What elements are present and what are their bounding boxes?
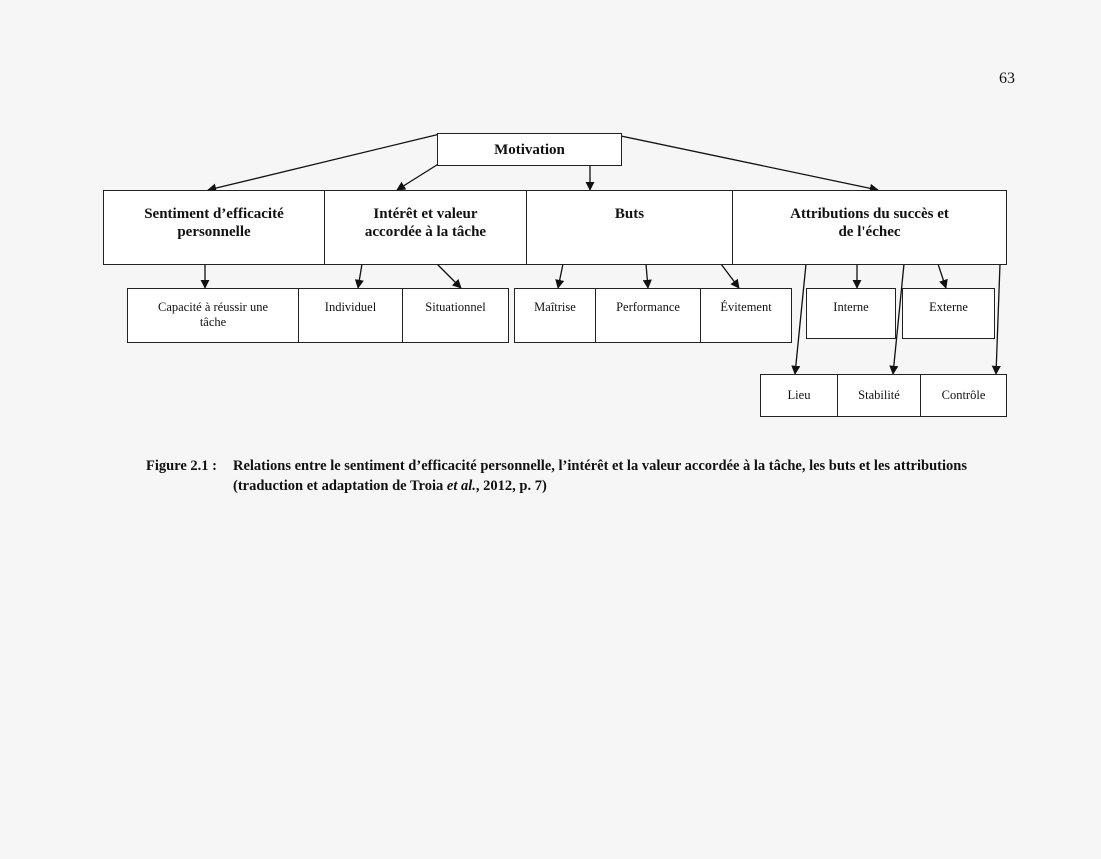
node-buts bbox=[526, 190, 733, 265]
node-interne bbox=[806, 288, 896, 339]
node-individuel bbox=[298, 288, 403, 343]
node-capacite-reussir bbox=[127, 288, 299, 343]
node-maitrise-label: Maîtrise bbox=[534, 300, 576, 314]
caption-text-italic: et al. bbox=[446, 477, 476, 494]
arrow-motivation-attributions bbox=[621, 136, 878, 190]
arrow-buts-evitement bbox=[721, 264, 739, 288]
arrow-attributions-controle bbox=[996, 264, 1000, 374]
node-capacite-line2: tâche bbox=[199, 315, 227, 329]
node-attributions-line1: Attributions du succès et bbox=[790, 206, 949, 222]
node-externe-label: Externe bbox=[929, 300, 968, 314]
node-performance-label: Performance bbox=[616, 300, 680, 314]
node-interet-valeur-line1: Intérêt et valeur bbox=[373, 206, 478, 222]
node-situationnel bbox=[402, 288, 509, 343]
node-stabilite bbox=[837, 374, 921, 417]
arrow-attributions-externe bbox=[938, 264, 946, 288]
arrow-attributions-lieu bbox=[795, 264, 806, 374]
node-attributions bbox=[732, 190, 1007, 265]
arrow-interet-situationnel bbox=[437, 264, 461, 288]
node-attributions-line2: de l'échec bbox=[838, 224, 901, 240]
node-situationnel-label: Situationnel bbox=[425, 300, 486, 314]
arrow-motivation-efficacite bbox=[208, 134, 440, 190]
arrow-interet-individuel bbox=[358, 264, 362, 288]
node-performance bbox=[595, 288, 701, 343]
node-sentiment-efficacite-line1: Sentiment d’efficacité bbox=[144, 206, 284, 222]
node-stabilite-label: Stabilité bbox=[858, 388, 900, 402]
node-evitement bbox=[700, 288, 792, 343]
node-motivation-label: Motivation bbox=[494, 141, 565, 158]
node-evitement-label: Évitement bbox=[720, 300, 772, 314]
node-sentiment-efficacite bbox=[103, 190, 325, 265]
figure-caption bbox=[146, 457, 1016, 496]
node-controle-label: Contrôle bbox=[941, 388, 986, 402]
node-buts-label: Buts bbox=[614, 206, 645, 222]
caption-label: Figure 2.1 : bbox=[146, 458, 218, 474]
node-sentiment-efficacite-line2: personnelle bbox=[177, 224, 251, 240]
node-motivation bbox=[437, 133, 622, 166]
caption-text bbox=[233, 457, 1016, 496]
node-lieu bbox=[760, 374, 838, 417]
arrow-buts-maitrise bbox=[558, 264, 563, 288]
caption-text-prefix: Relations entre le sentiment d’efficacité personnelle, l’intérêt et la valeur accordée à la tâche, les buts et les attributions (traduction et adaptation de Troia bbox=[233, 458, 967, 494]
node-individuel-label: Individuel bbox=[324, 300, 377, 314]
caption-text-suffix: , 2012, p. 7) bbox=[475, 477, 547, 494]
node-maitrise bbox=[514, 288, 596, 343]
arrow-motivation-interet bbox=[397, 163, 440, 190]
arrow-buts-performance bbox=[646, 264, 648, 288]
node-controle bbox=[920, 374, 1007, 417]
node-externe bbox=[902, 288, 995, 339]
node-lieu-label: Lieu bbox=[787, 388, 811, 402]
node-interet-valeur bbox=[324, 190, 527, 265]
node-interne-label: Interne bbox=[833, 300, 869, 314]
node-capacite-line1: Capacité à réussir une bbox=[157, 300, 269, 314]
page-number: 63 bbox=[999, 70, 1015, 87]
node-interet-valeur-line2: accordée à la tâche bbox=[364, 224, 487, 240]
